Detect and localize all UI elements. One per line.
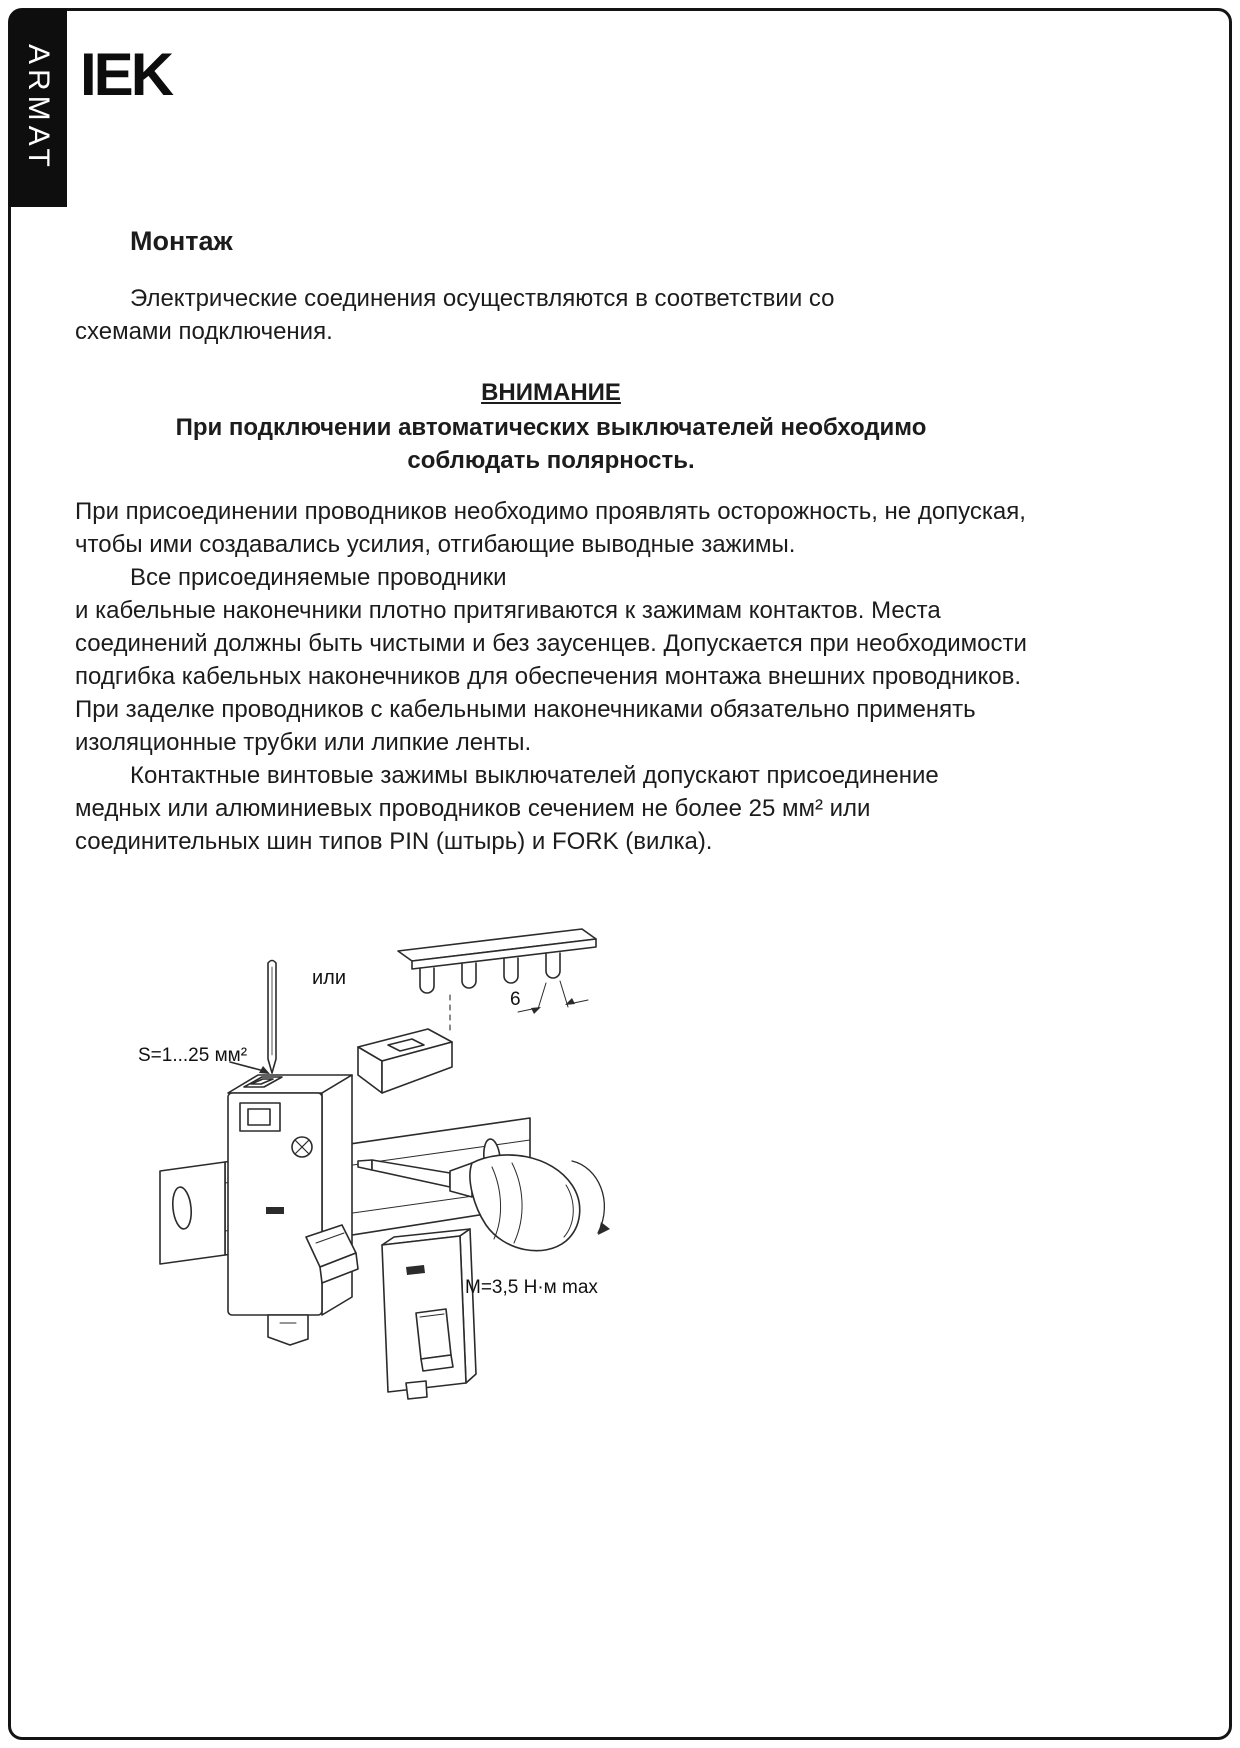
second-breaker xyxy=(382,1229,476,1399)
warning-title: ВНИМАНИЕ xyxy=(481,379,621,406)
body-text xyxy=(75,495,1027,858)
figure-label-torque: M=3,5 Н·м max xyxy=(465,1277,598,1298)
armat-tab xyxy=(9,9,67,207)
figure-label-or: или xyxy=(312,967,347,989)
diagram-line-art xyxy=(120,915,760,1475)
paragraph: При заделке проводников с кабельными наконечниками обязательно применять изоляционные трубки или липкие ленты. xyxy=(75,696,976,756)
warning-body: При подключении автоматических выключателей необходимо соблюдать полярность. xyxy=(175,414,927,474)
page-content xyxy=(75,225,1027,858)
pin-terminal xyxy=(358,1029,452,1093)
paragraph: и кабельные наконечники плотно притягиваются к зажимам контактов. Места соединений должны быть чистыми и без заусенцев. Допускается при необходимости подгибка кабельных наконечников для обеспечения монтажа внешних проводников. xyxy=(75,597,1027,690)
figure-label-dimension: 6 xyxy=(510,989,521,1010)
figure-label-wire-section: S=1...25 мм² xyxy=(138,1045,248,1066)
intro-paragraph: Электрические соединения осуществляются в соответствии со схемами подключения. xyxy=(75,285,835,345)
section-heading: Монтаж xyxy=(130,226,233,256)
iek-logo: IEK xyxy=(80,41,172,108)
paragraph: Контактные винтовые зажимы выключателей допускают присоединение медных или алюминиевых проводников сечением не более 25 мм² или соединительных шин типов PIN (штырь) и FORK (вилка). xyxy=(75,762,939,855)
armat-label: ARMAT xyxy=(22,44,55,172)
paragraph: При присоединении проводников необходимо проявлять осторожность, не допуская, чтобы ими создавались усилия, отгибающие выводные зажимы. xyxy=(75,498,1026,558)
installation-diagram xyxy=(120,915,760,1475)
comb-busbar xyxy=(398,929,596,1033)
circuit-breaker xyxy=(228,1075,358,1345)
paragraph: Все присоединяемые проводники xyxy=(130,564,507,591)
warning-block xyxy=(75,376,1027,477)
